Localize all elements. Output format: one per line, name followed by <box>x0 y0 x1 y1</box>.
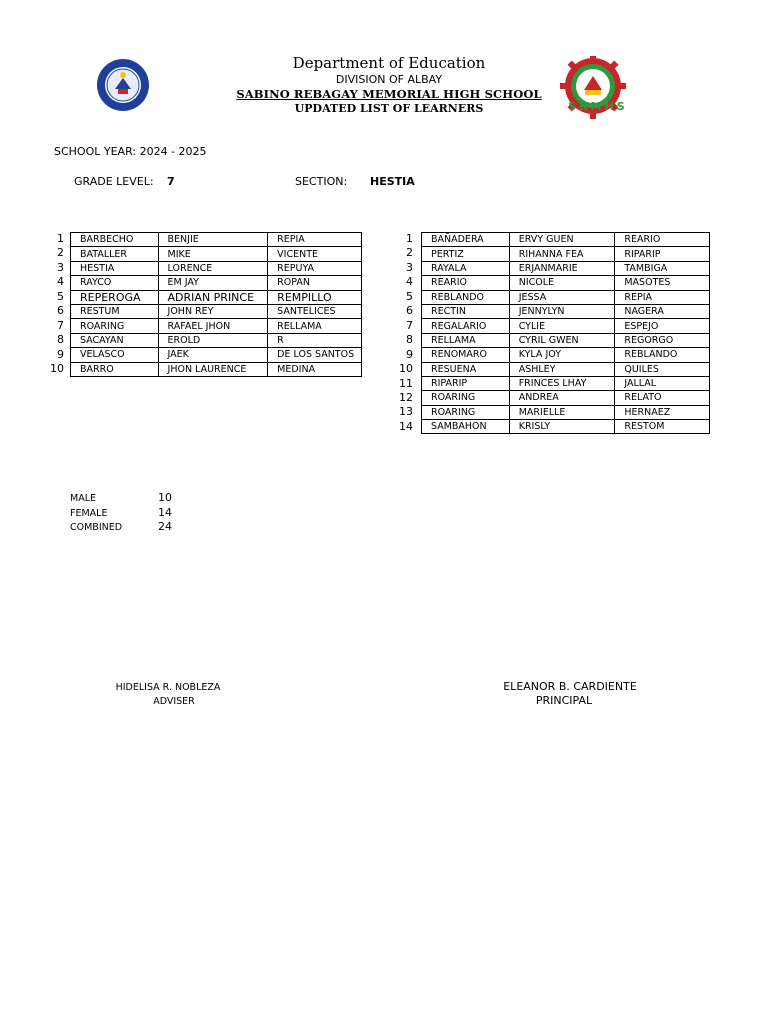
learner-middle-name: RIPARIP <box>615 247 710 261</box>
learner-first-name: ASHLEY <box>509 362 615 376</box>
table-row <box>71 233 362 247</box>
table-row <box>71 276 362 290</box>
row-number: 10 <box>50 362 64 376</box>
table-row <box>71 304 362 318</box>
division-title: DIVISION OF ALBAY <box>335 73 443 86</box>
learner-middle-name: JALLAL <box>615 376 710 390</box>
learner-last-name: ROARING <box>422 391 510 405</box>
learner-middle-name: REPIA <box>615 290 710 304</box>
learner-last-name: SAMBAHON <box>422 420 510 434</box>
row-number: 7 <box>57 318 64 332</box>
row-number: 5 <box>57 289 64 303</box>
table-row <box>422 247 710 261</box>
learner-first-name: ANDREA <box>509 391 615 405</box>
learner-first-name: KYLA JOY <box>509 348 615 362</box>
table-row <box>71 348 362 362</box>
row-number: 6 <box>57 304 64 318</box>
learner-first-name: MIKE <box>158 247 268 261</box>
learner-middle-name: REPIA <box>268 233 362 247</box>
learner-first-name: FRINCES LHAY <box>509 376 615 390</box>
learner-first-name: JESSA <box>509 290 615 304</box>
learner-last-name: ROARING <box>422 405 510 419</box>
section-value: HESTIA <box>370 175 415 188</box>
learner-first-name: ADRIAN PRINCE <box>158 290 268 304</box>
row-number: 11 <box>399 376 413 390</box>
learner-last-name: PERTIZ <box>422 247 510 261</box>
learner-middle-name: DE LOS SANTOS <box>268 348 362 362</box>
table-row <box>422 348 710 362</box>
learner-middle-name: VICENTE <box>268 247 362 261</box>
learner-middle-name: REARIO <box>615 233 710 247</box>
learner-first-name: KRISLY <box>509 420 615 434</box>
combined-count: 24 <box>158 520 172 533</box>
learner-middle-name: REBLANDO <box>615 348 710 362</box>
school-year: SCHOOL YEAR: 2024 - 2025 <box>54 145 207 158</box>
grade-level-value: 7 <box>167 175 175 188</box>
adviser-title: ADVISER <box>153 696 195 707</box>
table-row <box>422 391 710 405</box>
learner-middle-name: R <box>268 333 362 347</box>
table-row <box>71 333 362 347</box>
learner-last-name: BATALLER <box>71 247 159 261</box>
learner-first-name: EM JAY <box>158 276 268 290</box>
learner-first-name: JAEK <box>158 348 268 362</box>
row-number: 12 <box>399 390 413 404</box>
row-number: 8 <box>57 333 64 347</box>
female-label: FEMALE <box>70 508 108 519</box>
female-count: 14 <box>158 506 172 519</box>
row-number: 6 <box>406 304 413 318</box>
learner-middle-name: SANTELICES <box>268 304 362 318</box>
learner-first-name: ERVY GUEN <box>509 233 615 247</box>
learner-middle-name: QUILES <box>615 362 710 376</box>
row-number: 4 <box>57 275 64 289</box>
learner-middle-name: MASOTES <box>615 276 710 290</box>
table-row <box>71 290 362 304</box>
principal-title: PRINCIPAL <box>535 694 593 707</box>
principal-name: ELEANOR B. CARDIENTE <box>503 680 637 693</box>
table-row <box>422 333 710 347</box>
learner-first-name: RIHANNA FEA <box>509 247 615 261</box>
combined-label: COMBINED <box>70 522 123 533</box>
learner-last-name: BAÑADERA <box>422 233 510 247</box>
learner-last-name: RELLAMA <box>422 333 510 347</box>
row-number: 9 <box>406 347 413 361</box>
row-number: 14 <box>399 419 413 433</box>
row-number: 1 <box>57 232 64 245</box>
learner-first-name: CYLIE <box>509 319 615 333</box>
table-row <box>422 405 710 419</box>
table-row <box>422 304 710 318</box>
learner-first-name: JOHN REY <box>158 304 268 318</box>
table-row <box>71 362 362 376</box>
learner-last-name: REBLANDO <box>422 290 510 304</box>
learner-first-name: CYRIL GWEN <box>509 333 615 347</box>
learner-first-name: JHON LAURENCE <box>158 362 268 376</box>
department-title: Department of Education <box>292 54 486 72</box>
learner-first-name: RAFAEL JHON <box>158 319 268 333</box>
table-row <box>422 233 710 247</box>
table-row <box>422 261 710 275</box>
section-label: SECTION: <box>295 175 348 188</box>
learner-middle-name: NAGERA <box>615 304 710 318</box>
learner-last-name: BARBECHO <box>71 233 159 247</box>
row-number: 8 <box>406 333 413 347</box>
learner-middle-name: REGORGO <box>615 333 710 347</box>
row-number: 5 <box>406 289 413 303</box>
row-number: 3 <box>406 260 413 274</box>
learner-last-name: REARIO <box>422 276 510 290</box>
learner-last-name: VELASCO <box>71 348 159 362</box>
learner-middle-name: HERNAEZ <box>615 405 710 419</box>
learner-middle-name: ROPAN <box>268 276 362 290</box>
row-number: 2 <box>57 246 64 260</box>
learner-first-name: BENJIE <box>158 233 268 247</box>
table-row <box>422 319 710 333</box>
row-number: 1 <box>406 232 413 245</box>
grade-level-label: GRADE LEVEL: <box>74 175 154 188</box>
learner-first-name: ERJANMARIE <box>509 261 615 275</box>
table-row <box>422 420 710 434</box>
learner-last-name: RIPARIP <box>422 376 510 390</box>
learner-last-name: REPEROGA <box>71 290 159 304</box>
row-number: 7 <box>406 318 413 332</box>
table-row <box>71 261 362 275</box>
table-row <box>71 247 362 261</box>
srmhs-letters: SRMHS <box>568 100 628 113</box>
male-count: 10 <box>158 491 172 504</box>
learner-middle-name: TAMBIGA <box>615 261 710 275</box>
learner-first-name: MARIELLE <box>509 405 615 419</box>
learner-middle-name: RELATO <box>615 391 710 405</box>
learner-last-name: RENOMARO <box>422 348 510 362</box>
learner-middle-name: RESTOM <box>615 420 710 434</box>
table-row <box>422 376 710 390</box>
learner-last-name: RESTUM <box>71 304 159 318</box>
table-row <box>422 276 710 290</box>
learner-last-name: RAYCO <box>71 276 159 290</box>
list-title: UPDATED LIST OF LEARNERS <box>294 102 484 115</box>
learner-first-name: NICOLE <box>509 276 615 290</box>
learner-middle-name: REPUYA <box>268 261 362 275</box>
male-learners-table <box>70 232 362 377</box>
row-number: 13 <box>399 405 413 419</box>
table-row <box>422 290 710 304</box>
table-row <box>71 319 362 333</box>
row-number: 3 <box>57 260 64 274</box>
table-row <box>422 362 710 376</box>
learner-middle-name: MEDINA <box>268 362 362 376</box>
learner-last-name: BARRO <box>71 362 159 376</box>
row-number: 4 <box>406 275 413 289</box>
learner-first-name: EROLD <box>158 333 268 347</box>
learner-last-name: ROARING <box>71 319 159 333</box>
learner-last-name: SACAYAN <box>71 333 159 347</box>
school-name: SABINO REBAGAY MEMORIAL HIGH SCHOOL <box>236 87 542 101</box>
learner-first-name: LORENCE <box>158 261 268 275</box>
adviser-name: HIDELISA R. NOBLEZA <box>115 682 221 693</box>
srmhs-gear-logo <box>555 56 633 120</box>
learner-first-name: JENNYLYN <box>509 304 615 318</box>
row-number: 9 <box>57 347 64 361</box>
learner-last-name: RECTIN <box>422 304 510 318</box>
learner-middle-name: RELLAMA <box>268 319 362 333</box>
learner-last-name: RESUENA <box>422 362 510 376</box>
male-label: MALE <box>70 493 96 504</box>
learner-last-name: RAYALA <box>422 261 510 275</box>
learner-middle-name: ESPEJO <box>615 319 710 333</box>
learner-last-name: HESTIA <box>71 261 159 275</box>
learner-middle-name: REMPILLO <box>268 290 362 304</box>
row-number: 2 <box>406 246 413 260</box>
row-number: 10 <box>399 362 413 376</box>
learner-last-name: REGALARIO <box>422 319 510 333</box>
female-learners-table <box>421 232 710 434</box>
